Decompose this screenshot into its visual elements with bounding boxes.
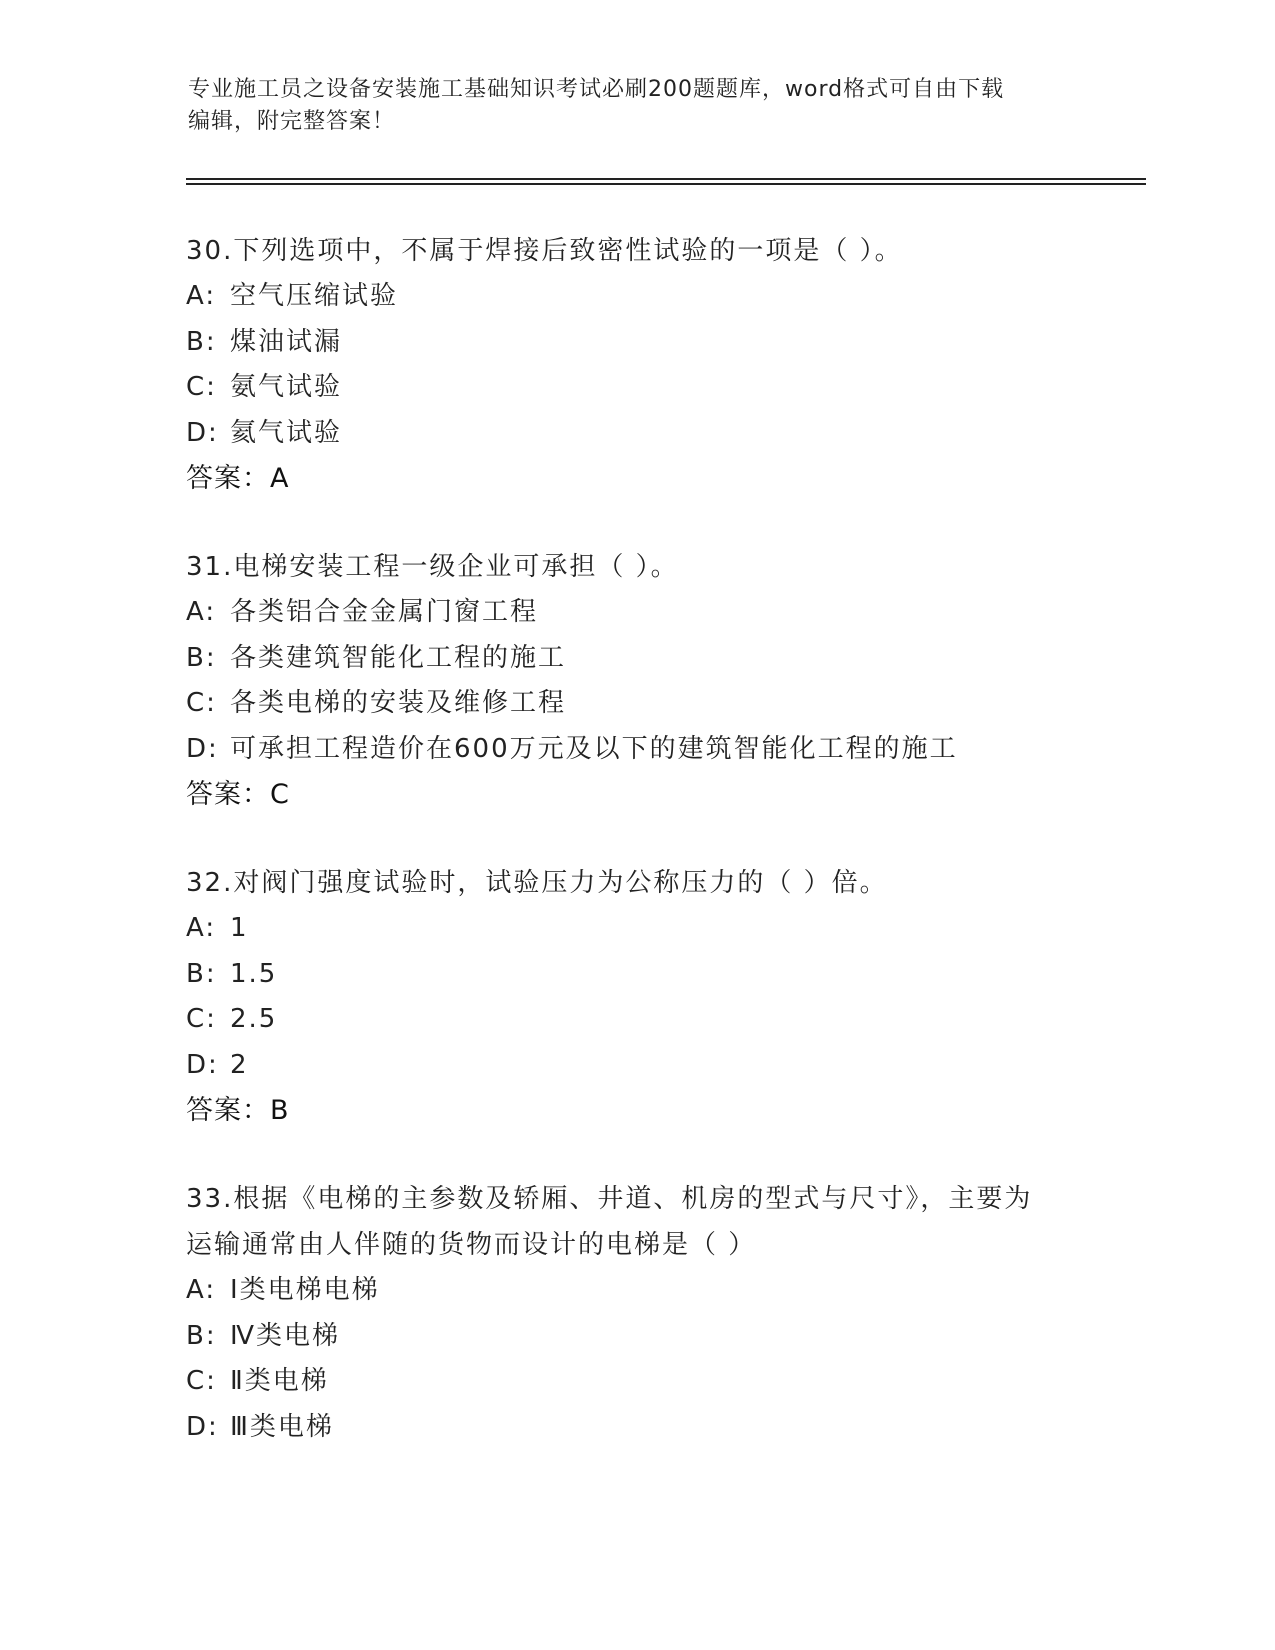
option-text: 各类电梯的安装及维修工程	[230, 688, 567, 718]
option-a	[186, 274, 1086, 320]
option-letter: B:	[186, 1320, 217, 1351]
question-30	[186, 228, 1086, 502]
option-b	[186, 636, 1086, 682]
option-text: 1.5	[230, 958, 278, 989]
answer-label: 答案：B	[186, 1095, 290, 1126]
document-header	[188, 74, 1068, 138]
header-divider-top	[186, 178, 1146, 180]
option-a	[186, 906, 1086, 952]
question-stem: 31.电梯安装工程一级企业可承担（ ）。	[186, 552, 679, 582]
header-divider-bottom	[186, 183, 1146, 185]
option-c	[186, 365, 1086, 411]
question-stem: 30.下列选项中，不属于焊接后致密性试验的一项是（ ）。	[186, 236, 903, 266]
option-letter: D:	[186, 733, 219, 764]
option-letter: C:	[186, 688, 217, 718]
option-d	[186, 1405, 1086, 1451]
option-text: 可承担工程造价在600万元及以下的建筑智能化工程的施工	[230, 733, 958, 764]
option-letter: D:	[186, 1411, 219, 1442]
option-letter: C:	[186, 1366, 217, 1396]
question-33	[186, 1176, 1086, 1450]
option-text: 氨气试验	[230, 372, 343, 402]
option-text: Ⅳ类电梯	[230, 1320, 340, 1351]
question-32	[186, 860, 1086, 1134]
option-text: 各类铝合金金属门窗工程	[230, 597, 539, 627]
option-text: Ⅱ类电梯	[230, 1366, 329, 1396]
option-letter: A:	[186, 913, 217, 943]
header-line-1: 专业施工员之设备安装施工基础知识考试必刷200题题库，word格式可自由下载	[188, 77, 1005, 102]
option-b	[186, 1314, 1086, 1360]
question-31	[186, 544, 1086, 818]
header-line-2: 编辑，附完整答案！	[188, 109, 396, 134]
question-stem-line-2: 运输通常由人伴随的货物而设计的电梯是（ ）	[186, 1230, 757, 1260]
option-text: Ⅲ类电梯	[230, 1411, 334, 1442]
option-c	[186, 997, 1086, 1043]
answer-label: 答案：C	[186, 779, 290, 810]
option-letter: C:	[186, 372, 217, 402]
option-letter: D:	[186, 1049, 219, 1080]
option-text: 各类建筑智能化工程的施工	[230, 642, 567, 673]
option-letter: A:	[186, 281, 217, 311]
question-stem: 32.对阀门强度试验时，试验压力为公称压力的（ ）倍。	[186, 868, 888, 898]
option-c	[186, 1359, 1086, 1405]
option-text: 2.5	[230, 1004, 278, 1034]
question-stem-line-1: 33.根据《电梯的主参数及轿厢、井道、机房的型式与尺寸》，主要为	[186, 1184, 1033, 1214]
option-a	[186, 1268, 1086, 1314]
option-d	[186, 727, 1086, 773]
answer-label: 答案：A	[186, 463, 290, 494]
option-b	[186, 952, 1086, 998]
option-letter: D:	[186, 417, 219, 448]
option-c	[186, 681, 1086, 727]
option-letter: B:	[186, 326, 217, 357]
option-letter: B:	[186, 642, 217, 673]
option-text: 氦气试验	[230, 417, 343, 448]
option-text: 煤油试漏	[230, 326, 343, 357]
option-text: 2	[230, 1049, 249, 1080]
option-b	[186, 320, 1086, 366]
option-text: Ⅰ类电梯电梯	[230, 1275, 380, 1305]
option-letter: A:	[186, 597, 217, 627]
option-text: 空气压缩试验	[230, 281, 399, 311]
option-letter: A:	[186, 1275, 217, 1305]
option-d	[186, 1043, 1086, 1089]
option-a	[186, 590, 1086, 636]
option-letter: C:	[186, 1004, 217, 1034]
option-text: 1	[230, 913, 249, 943]
option-letter: B:	[186, 958, 217, 989]
option-d	[186, 411, 1086, 457]
